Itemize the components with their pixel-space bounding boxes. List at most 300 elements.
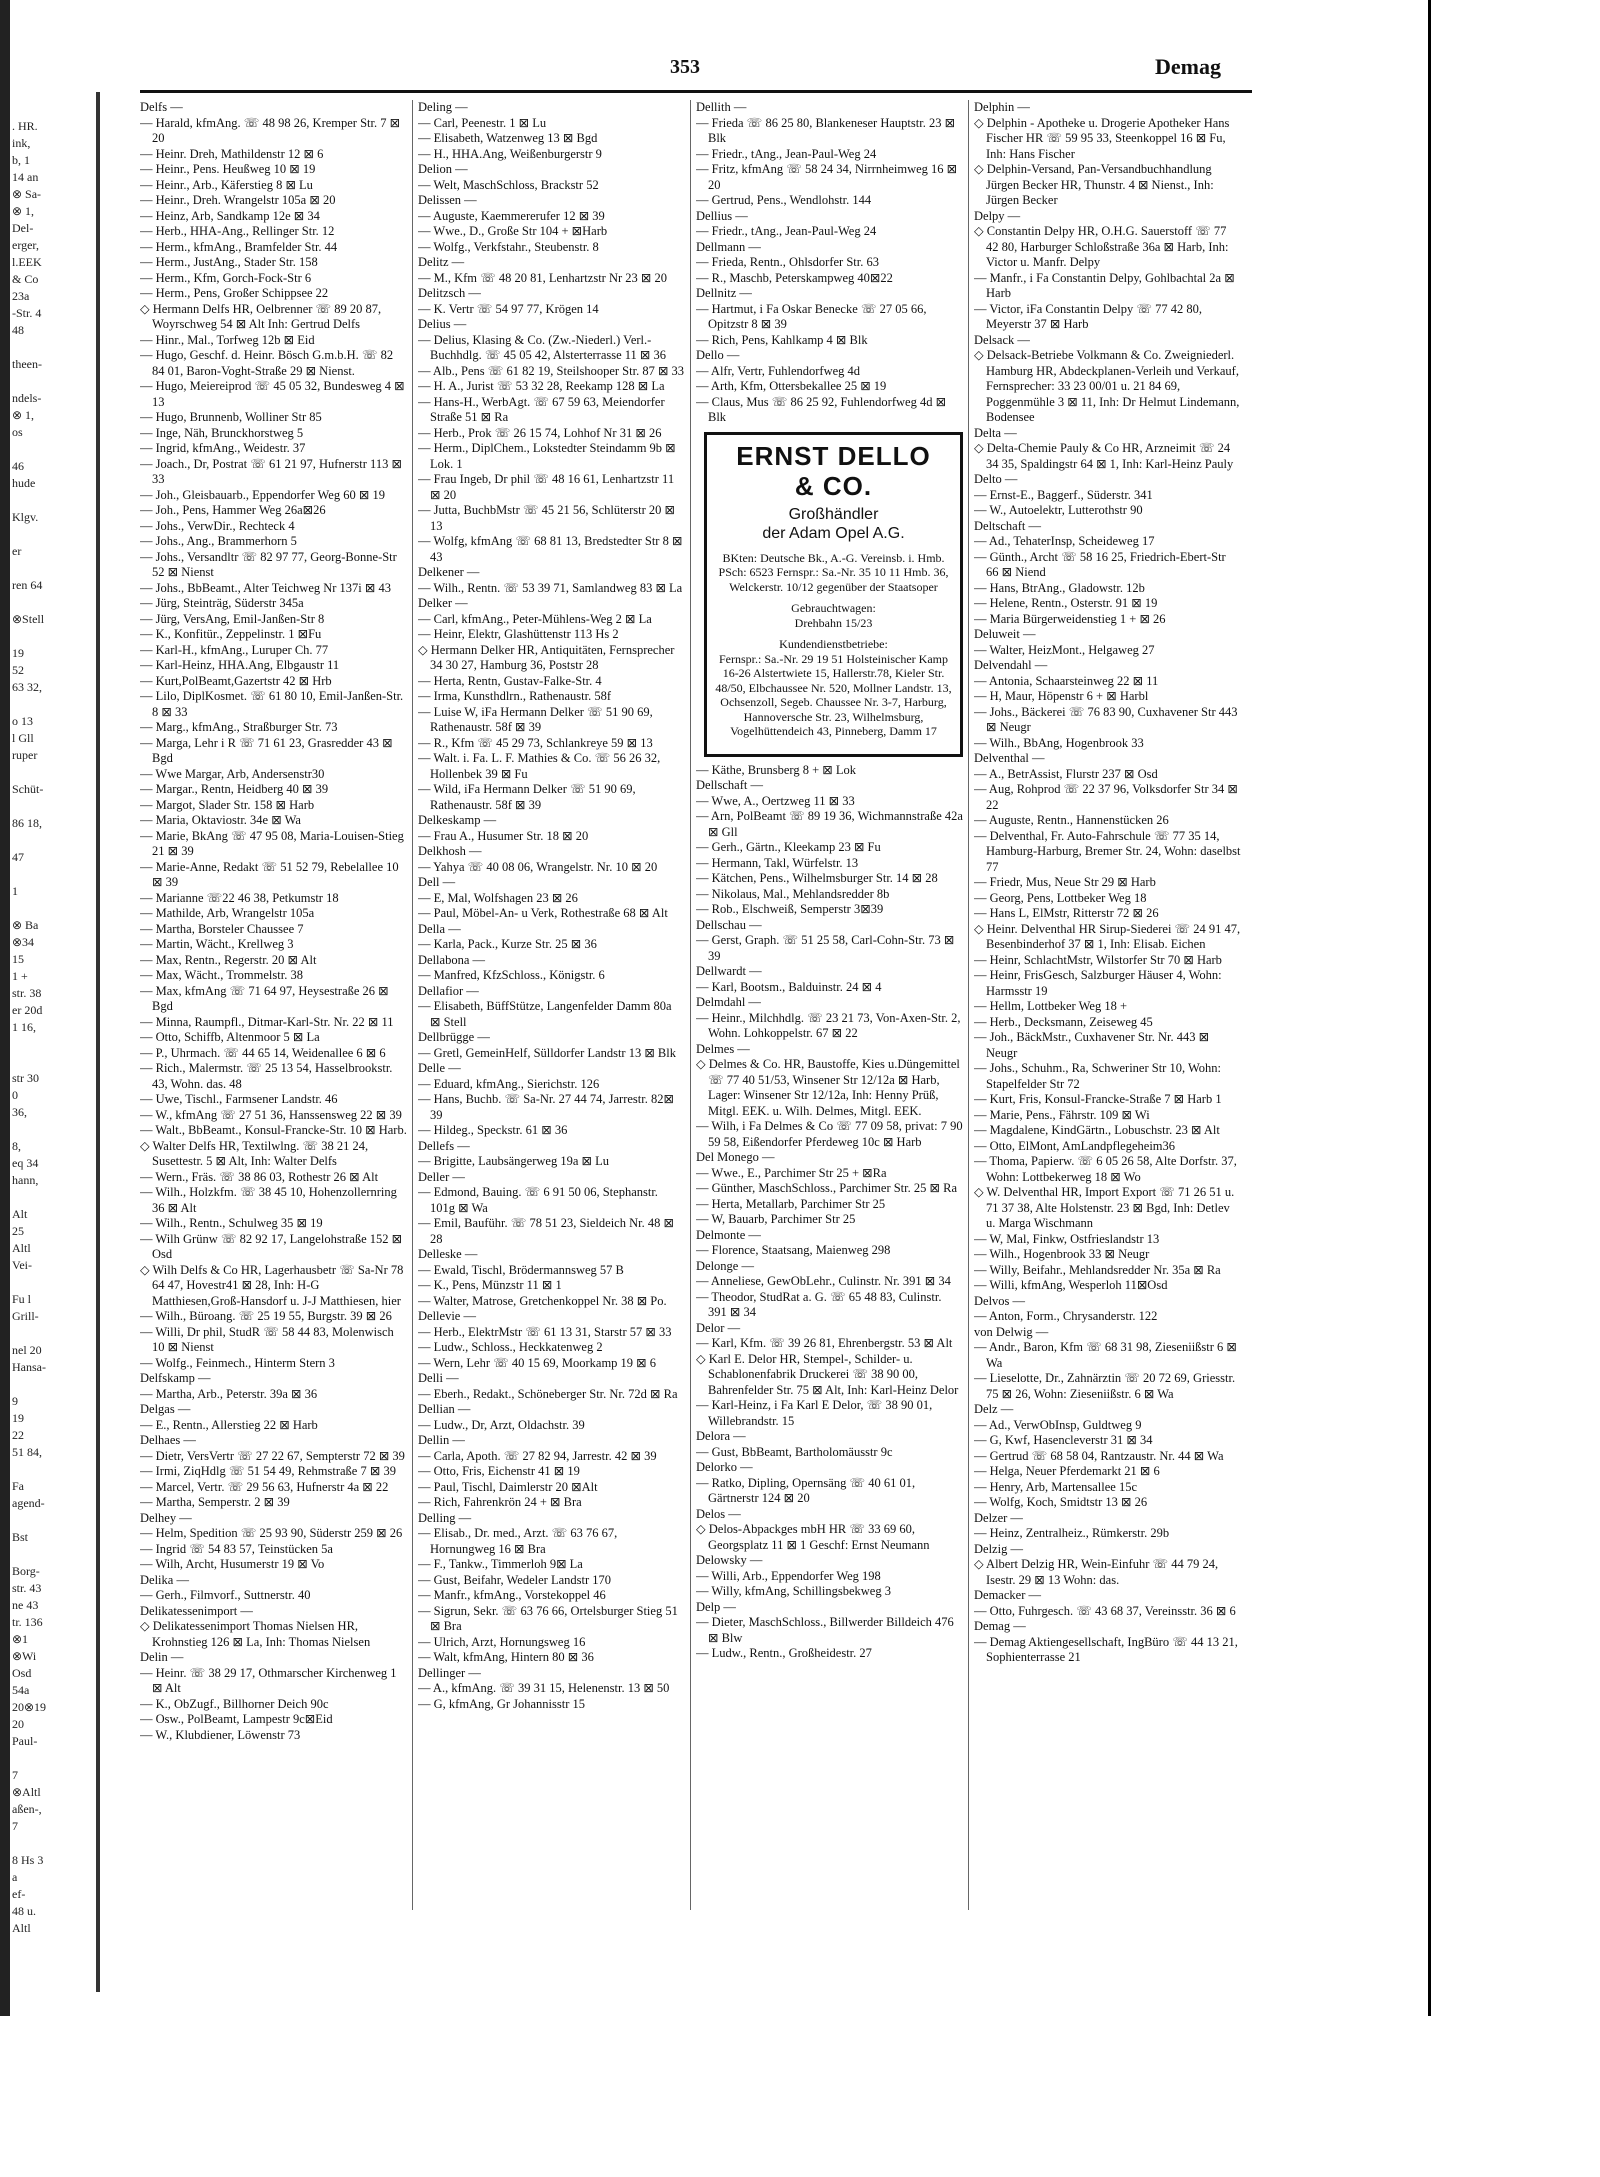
directory-entry: — Carl, kfmAng., Peter-Mühlens-Weg 2 ⊠ La xyxy=(418,611,652,626)
facing-page-fragment: 48 u. xyxy=(12,1904,36,1918)
surname-heading: Dello — xyxy=(696,348,740,362)
directory-entry: — Friedr., tAng., Jean-Paul-Weg 24 xyxy=(696,224,877,238)
ad-title-line2: & CO. xyxy=(794,470,873,501)
surname-heading: Delpy — xyxy=(974,208,1021,223)
directory-entry: — Gretl, GemeinHelf, Sülldorfer Landstr 13 ⊠ Blk xyxy=(418,1045,676,1060)
directory-entry: — Wwe Margar, Arb, Andersenstr30 xyxy=(140,766,325,781)
directory-entry: — Andr., Baron, Kfm ☏ 68 31 98, Zieseniißstr 6 ⊠ Wa xyxy=(974,1340,1237,1370)
directory-entry: — Marie, Pens., Fährstr. 109 ⊠ Wi xyxy=(974,1107,1150,1122)
surname-heading: Delkener — xyxy=(418,565,480,579)
directory-entry: ◇ Delphin-Versand, Pan-Versandbuchhandlung Jürgen Becker HR, Thunstr. 4 ⊠ Nienst., Inh: Jürgen Becker xyxy=(974,162,1214,207)
directory-entry: ◇ Albert Delzig HR, Wein-Einfuhr ☏ 44 79 24, Isestr. 29 ⊠ 13 Wohn: das. xyxy=(974,1557,1219,1587)
directory-entry: — Frau Ingeb, Dr phil ☏ 48 16 61, Lenhartzstr 11 ⊠ 20 xyxy=(418,472,675,502)
directory-entry: — Irmi, ZiqHdlg ☏ 51 54 49, Rehmstraße 7 ⊠ 39 xyxy=(140,1464,396,1478)
directory-entry: — Henry, Arb, Martensallee 15c xyxy=(974,1479,1138,1494)
directory-entry: — Heinr., Milchhdlg. ☏ 23 21 73, Von-Axen-Str. 2, Wohn. Lohkoppelstr. 67 ⊠ 22 xyxy=(696,1010,961,1040)
header-rule xyxy=(140,90,1252,93)
facing-page-fragment xyxy=(12,1274,94,1291)
facing-page-fragment xyxy=(12,492,94,509)
directory-entry: — Karl-Heinz, i Fa Karl E Delor, ☏ 38 90 01, Willebrandstr. 15 xyxy=(696,1398,933,1428)
facing-page-fragment: b, 1 xyxy=(12,153,30,167)
surname-heading: Delsack — xyxy=(974,332,1030,347)
directory-entry: ◇ Delikatessenimport Thomas Nielsen HR, Krohnstieg 126 ⊠ La, Inh: Thomas Nielsen xyxy=(140,1619,371,1649)
directory-entry: — Heinr, FrisGesch, Salzburger Häuser 4, Wohn: Harmsstr 19 xyxy=(974,968,1222,998)
directory-entry: — Otto, Schiffb, Altenmoor 5 ⊠ La xyxy=(140,1030,320,1044)
surname-heading: Dellian — xyxy=(418,1402,471,1416)
facing-page-fragment: 8, xyxy=(12,1139,21,1153)
directory-entry: — K., ObZugf., Billhorner Deich 90c xyxy=(140,1696,329,1711)
directory-entry: — Joach., Dr, Postrat ☏ 61 21 97, Hufnerstr 113 ⊠ 33 xyxy=(140,456,402,486)
facing-page-fragment: agend- xyxy=(12,1496,45,1510)
facing-page-fragment: Klgv. xyxy=(12,510,39,524)
directory-entry: — Hugo, Meiereiprod ☏ 45 05 32, Bundesweg 4 ⊠ 13 xyxy=(140,379,405,409)
directory-entry: — Herta, Metallarb, Parchimer Str 25 xyxy=(696,1196,886,1211)
facing-page-fragment: hude xyxy=(12,476,36,490)
directory-entry: — Rich, Fahrenkrön 24 + ⊠ Bra xyxy=(418,1495,582,1509)
facing-page-fragment: & Co xyxy=(12,272,39,286)
surname-heading: Deller — xyxy=(418,1169,465,1184)
surname-heading: Dell — xyxy=(418,875,456,889)
facing-page-fragment: 8 Hs 3 xyxy=(12,1853,44,1867)
directory-entry: — Paul, Tischl, Daimlerstr 20 ⊠Alt xyxy=(418,1479,598,1494)
directory-entry: — Theodor, StudRat a. G. ☏ 65 48 83, Culinstr. 391 ⊠ 34 xyxy=(696,1289,942,1319)
directory-entry: — Wilh Grünw ☏ 82 92 17, Langelohstraße 152 ⊠ Osd xyxy=(140,1231,403,1261)
facing-page-fragment: ⊗ Sa- xyxy=(12,187,42,201)
column-1 xyxy=(140,100,407,1743)
facing-page-fragment: ⊗Wi xyxy=(12,1649,37,1663)
directory-entry: — Demag Aktiengesellschaft, IngBüro ☏ 44 13 21, Sophienterrasse 21 xyxy=(974,1634,1238,1664)
directory-entry: — K., Konfitür., Zeppelinstr. 1 ⊠Fu xyxy=(140,627,322,641)
directory-entry: — Ad., TehaterInsp, Scheideweg 17 xyxy=(974,534,1155,548)
facing-page-fragment: 36, xyxy=(12,1105,27,1119)
directory-entry: — Herm., Pens, Großer Schippsee 22 xyxy=(140,286,329,300)
facing-page-fragment: Borg- xyxy=(12,1564,40,1578)
directory-entry: — Max, kfmAng ☏ 71 64 97, Heysestraße 26 ⊠ Bgd xyxy=(140,983,389,1013)
surname-heading: Dellwardt — xyxy=(696,964,762,978)
directory-entry: — Kurt,PolBeamt,Gazertstr 42 ⊠ Hrb xyxy=(140,673,332,688)
surname-heading: Delos — xyxy=(696,1506,741,1521)
facing-page-fragment: 7 xyxy=(12,1768,18,1782)
surname-heading: Delp — xyxy=(696,1599,736,1614)
facing-page-fragment xyxy=(12,1835,94,1852)
facing-page-fragment xyxy=(12,1750,94,1767)
directory-entry: — Hugo, Geschf. d. Heinr. Bösch G.m.b.H. ☏ 82 84 01, Baron-Voght-Straße 29 ⊠ Nienst. xyxy=(140,348,394,378)
surname-heading: Dellabona — xyxy=(418,952,485,967)
directory-entry: — Claus, Mus ☏ 86 25 92, Fuhlendorfweg 4d ⊠ Blk xyxy=(696,394,947,424)
directory-entry: — Max, Rentn., Regerstr. 20 ⊠ Alt xyxy=(140,952,317,967)
binding-shadow xyxy=(96,92,100,1992)
directory-entry: — W., Klubdiener, Löwenstr 73 xyxy=(140,1727,301,1742)
directory-entry: — Dieter, MaschSchloss., Billwerder Billdeich 476 ⊠ Blw xyxy=(696,1615,954,1645)
directory-entry: — Wolfg, Koch, Smidtstr 13 ⊠ 26 xyxy=(974,1495,1148,1509)
directory-entry: — Max, Wächt., Trommelstr. 38 xyxy=(140,968,303,982)
facing-page-fragment: ⊗Altl xyxy=(12,1785,41,1799)
directory-entry: — Harald, kfmAng. ☏ 48 98 26, Kremper Str. 7 ⊠ 20 xyxy=(140,115,401,145)
facing-page-fragment: Fu l xyxy=(12,1292,32,1306)
ad-bank-and-address: BKten: Deutsche Bk., A.-G. Vereinsb. i. Hmb. PSch: 6523 Fernspr.: Sa.-Nr. 35 10 11 Hmb. 36, Welckerstr. 10/12 gegenüber der Staatsoper xyxy=(718,550,949,594)
facing-page-fragment: Altl xyxy=(12,1921,31,1935)
directory-entry: — Carl, Peenestr. 1 ⊠ Lu xyxy=(418,115,547,130)
directory-entry: — Wilh, Archt, Husumerstr 19 ⊠ Vo xyxy=(140,1557,325,1571)
directory-entry: — Joh., Gleisbauarb., Eppendorfer Weg 60 ⊠ 19 xyxy=(140,487,385,502)
directory-entry: — Günth., Archt ☏ 58 16 25, Friedrich-Ebert-Str 66 ⊠ Niend xyxy=(974,549,1226,579)
surname-heading: Dellius — xyxy=(696,208,748,223)
facing-page-fragment: 0 xyxy=(12,1088,18,1102)
facing-page-fragment: 48 xyxy=(12,323,24,337)
directory-entry: — A., kfmAng. ☏ 39 31 15, Helenenstr. 13 ⊠ 50 xyxy=(418,1681,670,1695)
facing-page-fragment: 7 xyxy=(12,1819,18,1833)
directory-entry: — Wilh, i Fa Delmes & Co ☏ 77 09 58, privat: 7 90 59 58, Eißendorfer Pferdeweg 10c ⊠ Harb xyxy=(696,1119,963,1149)
directory-entry: — Sigrun, Sekr. ☏ 63 76 66, Ortelsburger Stieg 51 ⊠ Bra xyxy=(418,1603,678,1633)
surname-heading: Delfskamp — xyxy=(140,1371,211,1385)
directory-entry: — Ingrid, kfmAng., Weidestr. 37 xyxy=(140,441,306,455)
facing-page-fragment: 20⊗19 xyxy=(12,1700,47,1714)
directory-entry: — Joh., BäckMstr., Cuxhavener Str. Nr. 443 ⊠ Neugr xyxy=(974,1030,1210,1060)
surname-heading: Deltschaft — xyxy=(974,518,1041,533)
directory-entry: — H, Maur, Höpenstr 6 + ⊠ Harbl xyxy=(974,689,1149,703)
directory-entry: — Gerh., Filmvorf., Suttnerstr. 40 xyxy=(140,1588,311,1602)
ad-subtitle-line2: der Adam Opel A.G. xyxy=(762,524,905,542)
surname-heading: Delto — xyxy=(974,472,1018,486)
directory-entry: — Otto, Fris, Eichenstr 41 ⊠ 19 xyxy=(418,1464,580,1478)
facing-page-fragment: ruper xyxy=(12,748,38,762)
directory-entry: — Heinz, Zentralheiz., Rümkerstr. 29b xyxy=(974,1526,1170,1540)
directory-entry: — Delius, Klasing & Co. (Zw.-Niederl.) Verl.-Buchhdlg. ☏ 45 05 42, Alsterterrasse 11 ⊠ 36 xyxy=(418,332,667,362)
directory-entry: — Ratko, Dipling, Opernsäng ☏ 40 61 01, Gärtnerstr 124 ⊠ 20 xyxy=(696,1475,916,1505)
surname-heading: Demag — xyxy=(974,1619,1026,1633)
facing-page-fragment: 19 xyxy=(12,1411,24,1425)
directory-entry: — Wern., Fräs. ☏ 38 86 03, Rothestr 26 ⊠ Alt xyxy=(140,1169,379,1184)
directory-entry: ◇ Delta-Chemie Pauly & Co HR, Arzneimit ☏ 24 34 35, Spaldingstr 64 ⊠ 1, Inh: Karl-Heinz Pauly xyxy=(974,441,1234,471)
surname-heading: von Delwig — xyxy=(974,1324,1049,1339)
directory-entry: — Arth, Kfm, Ottersbekallee 25 ⊠ 19 xyxy=(696,379,887,393)
advertisement-ernst-dello xyxy=(704,432,963,757)
surname-heading: Dellnitz — xyxy=(696,286,752,300)
directory-entry: — Wilh., Holzkfm. ☏ 38 45 10, Hohenzollernring 36 ⊠ Alt xyxy=(140,1185,397,1215)
directory-entry: — W., Autoelektr, Lutterothstr 90 xyxy=(974,503,1143,517)
facing-page-fragment: 19 xyxy=(12,646,24,660)
facing-page-fragment xyxy=(12,560,94,577)
column-divider xyxy=(690,100,691,1910)
directory-entry: — Rich., Malermstr. ☏ 25 13 54, Hasselbrookstr. 43, Wohn. das. 48 xyxy=(140,1061,393,1091)
facing-page-fragment xyxy=(12,441,94,458)
surname-heading: Delowsky — xyxy=(696,1553,763,1567)
facing-page-fragment: os xyxy=(12,425,23,439)
surname-heading: Delmdahl — xyxy=(696,995,761,1009)
surname-heading: Delle — xyxy=(418,1061,461,1075)
facing-page-fragment: Alt xyxy=(12,1207,28,1221)
directory-entry: — Heinr., Dreh. Wrangelstr 105a ⊠ 20 xyxy=(140,193,336,207)
directory-entry: — A., BetrAssist, Flurstr 237 ⊠ Osd xyxy=(974,766,1158,781)
directory-entry: ◇ Delsack-Betriebe Volkmann & Co. Zweigniederl. Hamburg HR, Abdeckplanen-Verleih und Verkauf, Fernsprecher: 33 23 00/01 u. 21 84 69, Poggenmühle 3 ⊠ 11, Inh: Dr Helmut Lindemann, Bodensee xyxy=(974,348,1240,424)
surname-heading: Dellefs — xyxy=(418,1138,470,1153)
facing-page-fragment: 1 16, xyxy=(12,1020,36,1034)
directory-entry: — K., Pens, Münzstr 11 ⊠ 1 xyxy=(418,1278,562,1292)
directory-entry: — Marcel, Vertr. ☏ 29 56 63, Hufnerstr 4a ⊠ 22 xyxy=(140,1479,389,1494)
facing-page-fragment: ⊗Stell xyxy=(12,612,45,626)
facing-page-fragment xyxy=(12,373,94,390)
facing-page-fragment: Osd xyxy=(12,1666,32,1680)
directory-entry: — Herb., Decksmann, Zeiseweg 45 xyxy=(974,1014,1153,1029)
directory-entry: — Magdalene, KindGärtn., Lobuschstr. 23 ⊠ Alt xyxy=(974,1123,1220,1137)
directory-entry: — Wilh., Rentn., Schulweg 35 ⊠ 19 xyxy=(140,1216,323,1230)
facing-page-fragment: erger, xyxy=(12,238,39,252)
facing-page-fragment: ⊗ 1, xyxy=(12,204,35,218)
facing-page-fragment xyxy=(12,1546,94,1563)
facing-page-fragment: Bst xyxy=(12,1530,29,1544)
directory-entry: — Joh., Pens, Hammer Weg 26a⊠26 xyxy=(140,503,326,517)
directory-entry: — Heinr. Dreh, Mathildenstr 12 ⊠ 6 xyxy=(140,146,324,161)
directory-entry: — Rob., Elschweiß, Semperstr 3⊠39 xyxy=(696,902,884,916)
surname-heading: Delz — xyxy=(974,1402,1014,1416)
surname-heading: Delissen — xyxy=(418,193,477,207)
directory-entry: — Frieda, Rentn., Ohlsdorfer Str. 63 xyxy=(696,255,879,269)
facing-page-fragment: a xyxy=(12,1870,18,1884)
ad-service-list: Fernspr.: Sa.-Nr. 29 19 51 Holsteinischer Kamp 16-26 Alstertwiete 15, Hallerstr.78, Kieler Str. 48/50, Elbchaussee Nr. 520, Mollner Landstr. 13, Ochsenzoll, Segeb. Chaussee Nr. 3-7, Harburg, Hannoversche Str. 23, Wilhelmsburg, Vogelhüttendeich 43, Pinneberg, Damm 17 xyxy=(715,651,952,738)
directory-entry: — Eduard, kfmAng., Sierichstr. 126 xyxy=(418,1076,600,1091)
directory-entry: — Hellm, Lottbeker Weg 18 + xyxy=(974,999,1128,1013)
directory-entry: — Walt. i. Fa. L. F. Mathies & Co. ☏ 56 26 32, Hollenbek 39 ⊠ Fu xyxy=(418,751,661,781)
facing-page-fragment: l.EEK xyxy=(12,255,42,269)
directory-entry: — Edmond, Bauing. ☏ 6 91 50 06, Stephanstr. 101g ⊠ Wa xyxy=(418,1185,658,1215)
directory-entry: — Wolfg, kfmAng ☏ 68 81 13, Bredstedter Str 8 ⊠ 43 xyxy=(418,534,683,564)
directory-entry: — Dietr, VersVertr ☏ 27 22 67, Sempterstr 72 ⊠ 39 xyxy=(140,1448,405,1463)
directory-entry: — Ad., VerwObInsp, Guldtweg 9 xyxy=(974,1417,1142,1432)
directory-entry: — Karl, Kfm. ☏ 39 26 81, Ehrenbergstr. 53 ⊠ Alt xyxy=(696,1336,953,1350)
directory-entry: — Heinr., Arb., Käferstieg 8 ⊠ Lu xyxy=(140,177,313,192)
directory-entry: — Wwe., D., Große Str 104 + ⊠Harb xyxy=(418,224,608,238)
directory-entry: — G, kfmAng, Gr Johannisstr 15 xyxy=(418,1696,586,1711)
directory-entry: — Ulrich, Arzt, Hornungsweg 16 xyxy=(418,1634,586,1649)
surname-heading: Dellschau — xyxy=(696,917,762,932)
directory-entry: — Osw., PolBeamt, Lampestr 9c⊠Eid xyxy=(140,1712,333,1726)
surname-heading: Delzig — xyxy=(974,1541,1023,1556)
facing-page-fragment: theen- xyxy=(12,357,42,371)
surname-heading: Delfs — xyxy=(140,100,183,114)
directory-entry: — Thoma, Papierw. ☏ 6 05 26 58, Alte Dorfstr. 37, Wohn: Lottbekerweg 18 ⊠ Wo xyxy=(974,1154,1237,1184)
directory-entry: ◇ Karl E. Delor HR, Stempel-, Schilder- u. Schablonenfabrik Druckerei ☏ 38 90 00, Bahrenfelder Str. 75 ⊠ Alt, Inh: Karl-Heinz Delor xyxy=(696,1351,959,1397)
facing-page-fragment: str. 38 xyxy=(12,986,42,1000)
directory-entry: — Günther, MaschSchloss., Parchimer Str. 25 ⊠ Ra xyxy=(696,1181,957,1195)
column-divider xyxy=(968,100,969,1910)
directory-entry: — W., kfmAng ☏ 27 51 36, Hanssensweg 22 ⊠ 39 xyxy=(140,1107,402,1122)
surname-heading: Deling — xyxy=(418,100,468,114)
facing-page-fragment: 23a xyxy=(12,289,30,303)
directory-entry: — Mathilde, Arb, Wrangelstr 105a xyxy=(140,906,315,920)
surname-heading: Delikatessenimport — xyxy=(140,1603,253,1618)
directory-entry: — Kätchen, Pens., Wilhelmsburger Str. 14 ⊠ 28 xyxy=(696,871,938,885)
directory-entry: — Uwe, Tischl., Farmsener Landstr. 46 xyxy=(140,1092,338,1106)
directory-entry: ◇ Walter Delfs HR, Textilwlng. ☏ 38 21 24, Susettestr. 5 ⊠ Alt, Inh: Walter Delfs xyxy=(140,1138,369,1168)
directory-entry: — Nikolaus, Mal., Mehlandsredder 8b xyxy=(696,886,890,901)
directory-entry: — Hans L, ElMstr, Ritterstr 72 ⊠ 26 xyxy=(974,906,1159,920)
directory-entry: — Gerh., Gärtn., Kleekamp 23 ⊠ Fu xyxy=(696,840,881,854)
facing-page-fragment: nel 20 xyxy=(12,1343,42,1357)
facing-page-fragment: -Str. 4 xyxy=(12,306,42,320)
directory-entry: — Yahya ☏ 40 08 06, Wrangelstr. Nr. 10 ⊠ 20 xyxy=(418,859,658,874)
surname-heading: Delika — xyxy=(140,1572,189,1587)
directory-entry: ◇ Hermann Delfs HR, Oelbrenner ☏ 89 20 87, Woyrschweg 54 ⊠ Alt Inh: Gertrud Delfs xyxy=(140,301,382,331)
facing-page-fragment xyxy=(12,696,94,713)
directory-entry: — Florence, Staatsang, Maienweg 298 xyxy=(696,1243,891,1257)
facing-page-fragment: er xyxy=(12,544,22,558)
facing-page-fragment: str. 43 xyxy=(12,1581,42,1595)
surname-heading: Delitzsch — xyxy=(418,286,481,300)
directory-entry: — Aug, Rohprod ☏ 22 37 96, Volksdorfer Str 34 ⊠ 22 xyxy=(974,782,1238,812)
directory-entry: — Wilh., Hogenbrook 33 ⊠ Neugr xyxy=(974,1247,1150,1261)
directory-entry: — Johs., Ang., Brammerhorn 5 xyxy=(140,534,297,548)
directory-entry: — Friedr, Mus, Neue Str 29 ⊠ Harb xyxy=(974,875,1156,889)
facing-page-fragment xyxy=(12,1121,94,1138)
directory-entry: — Helene, Rentn., Osterstr. 91 ⊠ 19 xyxy=(974,596,1158,610)
surname-heading: Delgas — xyxy=(140,1402,191,1416)
directory-entry: — Hermann, Takl, Würfelstr. 13 xyxy=(696,855,859,870)
facing-page-fragment: 52 xyxy=(12,663,24,677)
ad-subtitle-line1: Großhändler xyxy=(788,505,879,523)
directory-entry: ◇ W. Delventhal HR, Import Export ☏ 71 26 51 u. 71 37 38, Alte Holstenstr. 23 ⊠ Bgd, Inh: Detlev u. Marga Wischmann xyxy=(974,1185,1235,1230)
directory-entry: — Willi, kfmAng, Wesperloh 11⊠Osd xyxy=(974,1278,1168,1292)
ad-service-centers xyxy=(713,637,954,739)
facing-page-fragment: Altl xyxy=(12,1241,31,1255)
ad-used-cars xyxy=(713,601,954,630)
facing-page-fragments xyxy=(12,118,94,1937)
directory-entry: — Karl-Heinz, HHA.Ang, Elbgaustr 11 xyxy=(140,658,340,672)
directory-entry: — Otto, Fuhrgesch. ☏ 43 68 37, Vereinsstr. 36 ⊠ 6 xyxy=(974,1603,1236,1618)
surname-heading: Delphin — xyxy=(974,100,1030,114)
directory-entry: — Marie-Anne, Redakt ☏ 51 52 79, Rebelallee 10 ⊠ 39 xyxy=(140,859,399,889)
directory-entry: — Herm., Kfm, Gorch-Fock-Str 6 xyxy=(140,270,312,285)
facing-page-fragment xyxy=(12,339,94,356)
surname-heading: Dellin — xyxy=(418,1433,465,1447)
surname-heading: Delora — xyxy=(696,1429,746,1443)
facing-page-fragment xyxy=(12,628,94,645)
facing-page-fragment: ink, xyxy=(12,136,31,150)
directory-entry: — Wern, Lehr ☏ 40 15 69, Moorkamp 19 ⊠ 6 xyxy=(418,1355,657,1370)
directory-entry: — Marie, BkAng ☏ 47 95 08, Maria-Louisen-Stieg 21 ⊠ 39 xyxy=(140,828,404,858)
directory-entry: — Wolfg., Verkfstahr., Steubenstr. 8 xyxy=(418,239,599,254)
facing-page-fragment: er 20d xyxy=(12,1003,43,1017)
directory-entry: — Heinr, Elektr, Glashüttenstr 113 Hs 2 xyxy=(418,627,619,641)
directory-entry: — Elisab., Dr. med., Arzt. ☏ 63 76 67, Hornungweg 16 ⊠ Bra xyxy=(418,1526,618,1556)
directory-entry: — Hugo, Brunnenb, Wolliner Str 85 xyxy=(140,410,322,424)
surname-heading: Delker — xyxy=(418,596,468,610)
surname-heading: Delvos — xyxy=(974,1293,1026,1308)
surname-heading: Delkhosh — xyxy=(418,844,482,858)
directory-entry: — Wwe, A., Oertzweg 11 ⊠ 33 xyxy=(696,793,855,808)
directory-entry: — E., Rentn., Allerstieg 22 ⊠ Harb xyxy=(140,1417,318,1432)
directory-entry: — Maria Bürgerweidenstieg 1 + ⊠ 26 xyxy=(974,611,1166,626)
directory-entry: — Willy, Beifahr., Mehlandsredder Nr. 35a ⊠ Ra xyxy=(974,1262,1221,1277)
facing-page-fragment: ef- xyxy=(12,1887,26,1901)
facing-page-fragment xyxy=(12,1376,94,1393)
facing-page-fragment: 51 84, xyxy=(12,1445,42,1459)
facing-page-fragment xyxy=(12,526,94,543)
directory-entry: — Ewald, Tischl, Brödermannsweg 57 B xyxy=(418,1262,624,1277)
facing-page-fragment: 54a xyxy=(12,1683,30,1697)
surname-heading: Delin — xyxy=(140,1650,184,1664)
directory-entry: — Johs., Versandltr ☏ 82 97 77, Georg-Bonne-Str 52 ⊠ Nienst xyxy=(140,549,397,579)
directory-entry: — Kurt, Fris, Konsul-Francke-Straße 7 ⊠ Harb 1 xyxy=(974,1092,1222,1106)
facing-page-fragment xyxy=(12,764,94,781)
directory-entry: — Welt, MaschSchloss, Brackstr 52 xyxy=(418,177,599,192)
surname-heading: Delion — xyxy=(418,162,468,176)
directory-entry: — Karla, Pack., Kurze Str. 25 ⊠ 36 xyxy=(418,937,597,951)
directory-entry: — Karl, Bootsm., Balduinstr. 24 ⊠ 4 xyxy=(696,979,882,994)
directory-entry: — Marg., kfmAng., Straßburger Str. 73 xyxy=(140,720,338,734)
directory-entry: ◇ Heinr. Delventhal HR Sirup-Siederei ☏ 24 91 47, Besenbinderhof 37 ⊠ 1, Inh: Elisab. Eichen xyxy=(974,921,1241,951)
surname-heading: Delkeskamp — xyxy=(418,813,497,827)
directory-entry: — Martha, Borsteler Chaussee 7 xyxy=(140,921,304,936)
surname-heading: Delzer — xyxy=(974,1510,1023,1525)
directory-entry: — Margot, Slader Str. 158 ⊠ Harb xyxy=(140,797,315,812)
directory-entry: — Marga, Lehr i R ☏ 71 61 23, Grasredder 43 ⊠ Bgd xyxy=(140,735,393,765)
facing-page-fragment: str 30 xyxy=(12,1071,39,1085)
directory-entry: — W, Bauarb, Parchimer Str 25 xyxy=(696,1212,856,1226)
surname-heading: Delorko — xyxy=(696,1460,753,1474)
directory-entry: — Herta, Rentn, Gustav-Falke-Str. 4 xyxy=(418,673,602,688)
directory-entry: — Jürg, Steinträg, Süderstr 345a xyxy=(140,596,304,610)
facing-page-fragment: 15 xyxy=(12,952,24,966)
directory-entry: — Friedr., tAng., Jean-Paul-Weg 24 xyxy=(696,146,877,161)
column-divider xyxy=(412,100,413,1910)
directory-entry: — Brigitte, Laubsängerweg 19a ⊠ Lu xyxy=(418,1154,609,1168)
facing-page-fragment: tr. 136 xyxy=(12,1615,43,1629)
directory-entry: — Delventhal, Fr. Auto-Fahrschule ☏ 77 35 14, Hamburg-Harburg, Bremer Str. 24, Wohn: daselbst 77 xyxy=(974,828,1241,874)
facing-page-fragment xyxy=(12,866,94,883)
facing-page-fragment: Paul- xyxy=(12,1734,38,1748)
directory-entry: — H., HHA.Ang, Weißenburgerstr 9 xyxy=(418,146,602,161)
directory-entry: — Manfr., kfmAng., Vorstekoppel 46 xyxy=(418,1588,606,1602)
directory-entry: ◇ Hermann Delker HR, Antiquitäten, Fernsprecher 34 30 27, Hamburg 36, Poststr 28 xyxy=(418,642,675,672)
surname-heading: Delventhal — xyxy=(974,751,1045,765)
facing-page-fragment xyxy=(12,1461,94,1478)
directory-entry: — Gertrud ☏ 68 58 04, Rantzaustr. Nr. 44 ⊠ Wa xyxy=(974,1448,1224,1463)
directory-entry: — Ernst-E., Baggerf., Süderstr. 341 xyxy=(974,487,1153,502)
directory-entry: — Walter, HeizMont., Helgaweg 27 xyxy=(974,642,1155,657)
facing-page-fragment: 22 xyxy=(12,1428,24,1442)
directory-entry: — Johs., VerwDir., Rechteck 4 xyxy=(140,518,295,533)
directory-entry: — Victor, iFa Constantin Delpy ☏ 77 42 80, Meyerstr 37 ⊠ Harb xyxy=(974,301,1203,331)
directory-entry: — Willy, kfmAng, Schillingsbekweg 3 xyxy=(696,1584,891,1598)
surname-heading: Dellafior — xyxy=(418,983,479,998)
facing-page-fragment: eq 34 xyxy=(12,1156,39,1170)
directory-entry: — Alfr, Vertr, Fuhlendorfweg 4d xyxy=(696,363,861,378)
directory-entry: — Rich, Pens, Kahlkamp 4 ⊠ Blk xyxy=(696,332,868,347)
directory-entry: — Margar., Rentn, Heidberg 40 ⊠ 39 xyxy=(140,782,329,796)
directory-entry: — Wolfg., Feinmech., Hinterm Stern 3 xyxy=(140,1355,335,1370)
directory-entry: — Auguste, Kaemmererufer 12 ⊠ 39 xyxy=(418,208,605,223)
directory-entry: — Martin, Wächt., Krellweg 3 xyxy=(140,937,294,951)
surname-heading: Delius — xyxy=(418,317,467,331)
surname-heading: Delmes — xyxy=(696,1041,750,1056)
directory-entry: — Otto, ElMont, AmLandpflegeheim36 xyxy=(974,1138,1176,1153)
ad-used-cars-address: Drehbahn 15/23 xyxy=(794,615,873,630)
directory-entry: — H. A., Jurist ☏ 53 32 28, Reekamp 128 ⊠ La xyxy=(418,379,665,393)
facing-page-fragment: Vei- xyxy=(12,1258,32,1272)
ad-service-heading: Kundendienstbetriebe: xyxy=(779,637,888,651)
surname-heading: Delvendahl — xyxy=(974,658,1048,672)
facing-page-fragment: 20 xyxy=(12,1717,24,1731)
directory-entry: — Helga, Neuer Pferdemarkt 21 ⊠ 6 xyxy=(974,1464,1160,1478)
directory-entry: — Minna, Raumpfl., Ditmar-Karl-Str. Nr. 22 ⊠ 11 xyxy=(140,1014,394,1029)
directory-entry: — Walter, Matrose, Gretchenkoppel Nr. 38 ⊠ Po. xyxy=(418,1293,667,1308)
directory-entry: — Willi, Arb., Eppendorfer Weg 198 xyxy=(696,1568,881,1583)
facing-page-fragment: Hansa- xyxy=(12,1360,46,1374)
facing-page-fragment: 25 xyxy=(12,1224,24,1238)
directory-entry: — Alb., Pens ☏ 61 82 19, Steilshooper Str. 87 ⊠ 33 xyxy=(418,363,685,378)
directory-entry: — Antonia, Schaarsteinweg 22 ⊠ 11 xyxy=(974,673,1159,688)
directory-entry: — Johs., BbBeamt., Alter Teichweg Nr 137i ⊠ 43 xyxy=(140,580,392,595)
